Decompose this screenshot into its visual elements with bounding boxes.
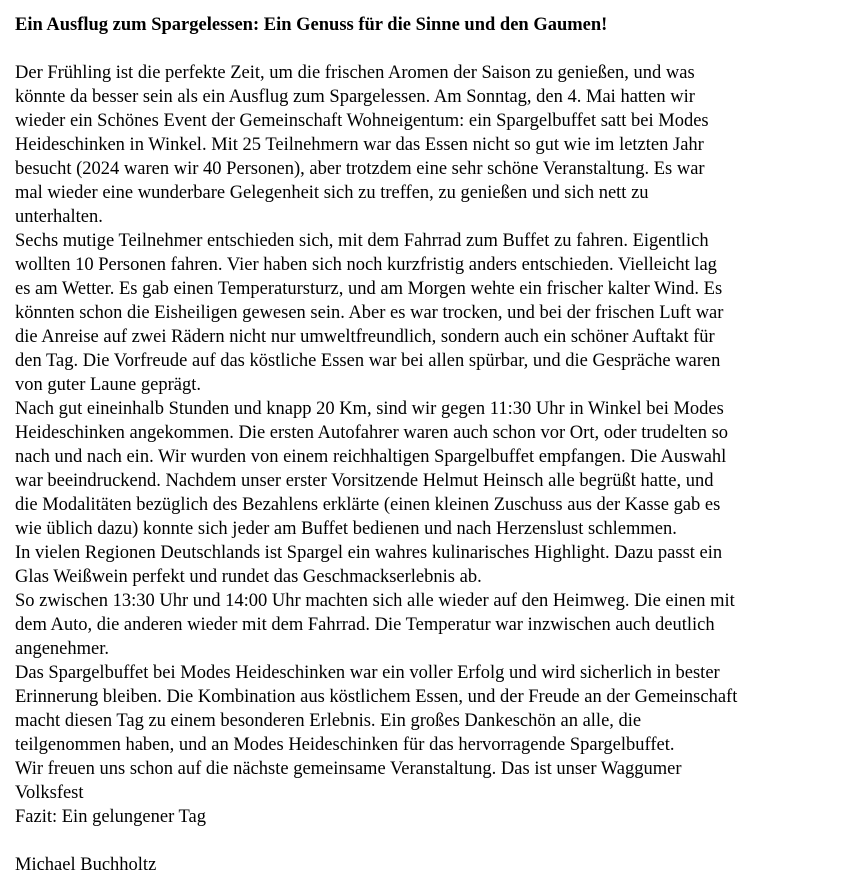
- text-line: So zwischen 13:30 Uhr und 14:00 Uhr machten sich alle wieder auf den Heimweg. Die einen mit: [15, 591, 735, 611]
- blank-line: [15, 37, 835, 61]
- text-line: Heideschinken in Winkel. Mit 25 Teilnehmern war das Essen nicht so gut wie im letzten Jahr: [15, 135, 704, 155]
- text-line: könnten schon die Eisheiligen gewesen sein. Aber es war trocken, und bei der frischen Luft war: [15, 303, 724, 323]
- text-line: Das Spargelbuffet bei Modes Heideschinken war ein voller Erfolg und wird sicherlich in bester: [15, 663, 720, 683]
- text-line: nach und nach ein. Wir wurden von einem reichhaltigen Spargelbuffet empfangen. Die Auswahl: [15, 447, 727, 467]
- paragraph-return: [15, 589, 835, 661]
- text-line: Sechs mutige Teilnehmer entschieden sich, mit dem Fahrrad zum Buffet zu fahren. Eigentlich: [15, 231, 709, 251]
- text-line: besucht (2024 waren wir 40 Personen), aber trotzdem eine sehr schöne Veranstaltung. Es war: [15, 159, 705, 179]
- text-line: Glas Weißwein perfekt und rundet das Geschmackserlebnis ab.: [15, 567, 482, 587]
- text-line: mal wieder eine wunderbare Gelegenheit sich zu treffen, zu genießen und sich nett zu: [15, 183, 649, 203]
- article-title: Ein Ausflug zum Spargelessen: Ein Genuss für die Sinne und den Gaumen!: [15, 15, 608, 35]
- text-line: wollten 10 Personen fahren. Vier haben sich noch kurzfristig anders entschieden. Vielleicht lag: [15, 255, 717, 275]
- text-line: Heideschinken angekommen. Die ersten Autofahrer waren auch schon vor Ort, oder trudelten so: [15, 423, 729, 443]
- author-name: Michael Buchholtz: [15, 855, 157, 875]
- author-signature: [15, 853, 835, 877]
- blank-line: [15, 829, 835, 853]
- text-line: war beeindruckend. Nachdem unser erster Vorsitzende Helmut Heinsch alle begrüßt hatte, und: [15, 471, 714, 491]
- text-line: von guter Laune geprägt.: [15, 375, 201, 395]
- paragraph-next-event: [15, 757, 835, 805]
- text-line: Nach gut eineinhalb Stunden und knapp 20 Km, sind wir gegen 11:30 Uhr in Winkel bei Modes: [15, 399, 724, 419]
- text-line: den Tag. Die Vorfreude auf das köstliche Essen war bei allen spürbar, und die Gespräche waren: [15, 351, 721, 371]
- text-line: Wir freuen uns schon auf die nächste gemeinsame Veranstaltung. Das ist unser Waggumer: [15, 759, 682, 779]
- text-line: angenehmer.: [15, 639, 109, 659]
- text-line: die Modalitäten bezüglich des Bezahlens erklärte (einen kleinen Zuschuss aus der Kasse gab es: [15, 495, 721, 515]
- text-line: wie üblich dazu) konnte sich jeder am Buffet bedienen und nach Herzenslust schlemmen.: [15, 519, 677, 539]
- text-line: dem Auto, die anderen wieder mit dem Fahrrad. Die Temperatur war inzwischen auch deutlich: [15, 615, 715, 635]
- text-line: In vielen Regionen Deutschlands ist Spargel ein wahres kulinarisches Highlight. Dazu passt ein: [15, 543, 723, 563]
- text-line: macht diesen Tag zu einem besonderen Erlebnis. Ein großes Dankeschön an alle, die: [15, 711, 642, 731]
- paragraph-bike-ride: [15, 229, 835, 397]
- text-line: Fazit: Ein gelungener Tag: [15, 807, 207, 827]
- text-line: die Anreise auf zwei Rädern nicht nur umweltfreundlich, sondern auch ein schöner Auftakt für: [15, 327, 715, 347]
- text-line: könnte da besser sein als ein Ausflug zum Spargelessen. Am Sonntag, den 4. Mai hatten wir: [15, 87, 695, 107]
- text-line: es am Wetter. Es gab einen Temperatursturz, und am Morgen wehte ein frischer kalter Wind. Es: [15, 279, 723, 299]
- document-page: [15, 13, 835, 877]
- text-line: Der Frühling ist die perfekte Zeit, um die frischen Aromen der Saison zu genießen, und was: [15, 63, 695, 83]
- text-line: unterhalten.: [15, 207, 103, 227]
- paragraph-summary: [15, 661, 835, 757]
- text-line: Erinnerung bleiben. Die Kombination aus köstlichem Essen, und der Freude an der Gemeinschaft: [15, 687, 738, 707]
- text-line: Volksfest: [15, 783, 84, 803]
- text-line: wieder ein Schönes Event der Gemeinschaft Wohneigentum: ein Spargelbuffet satt bei Modes: [15, 111, 709, 131]
- text-line: teilgenommen haben, und an Modes Heideschinken für das hervorragende Spargelbuffet.: [15, 735, 675, 755]
- paragraph-conclusion: [15, 805, 835, 829]
- paragraph-asparagus: [15, 541, 835, 589]
- paragraph-arrival: [15, 397, 835, 541]
- paragraph-intro: [15, 61, 835, 229]
